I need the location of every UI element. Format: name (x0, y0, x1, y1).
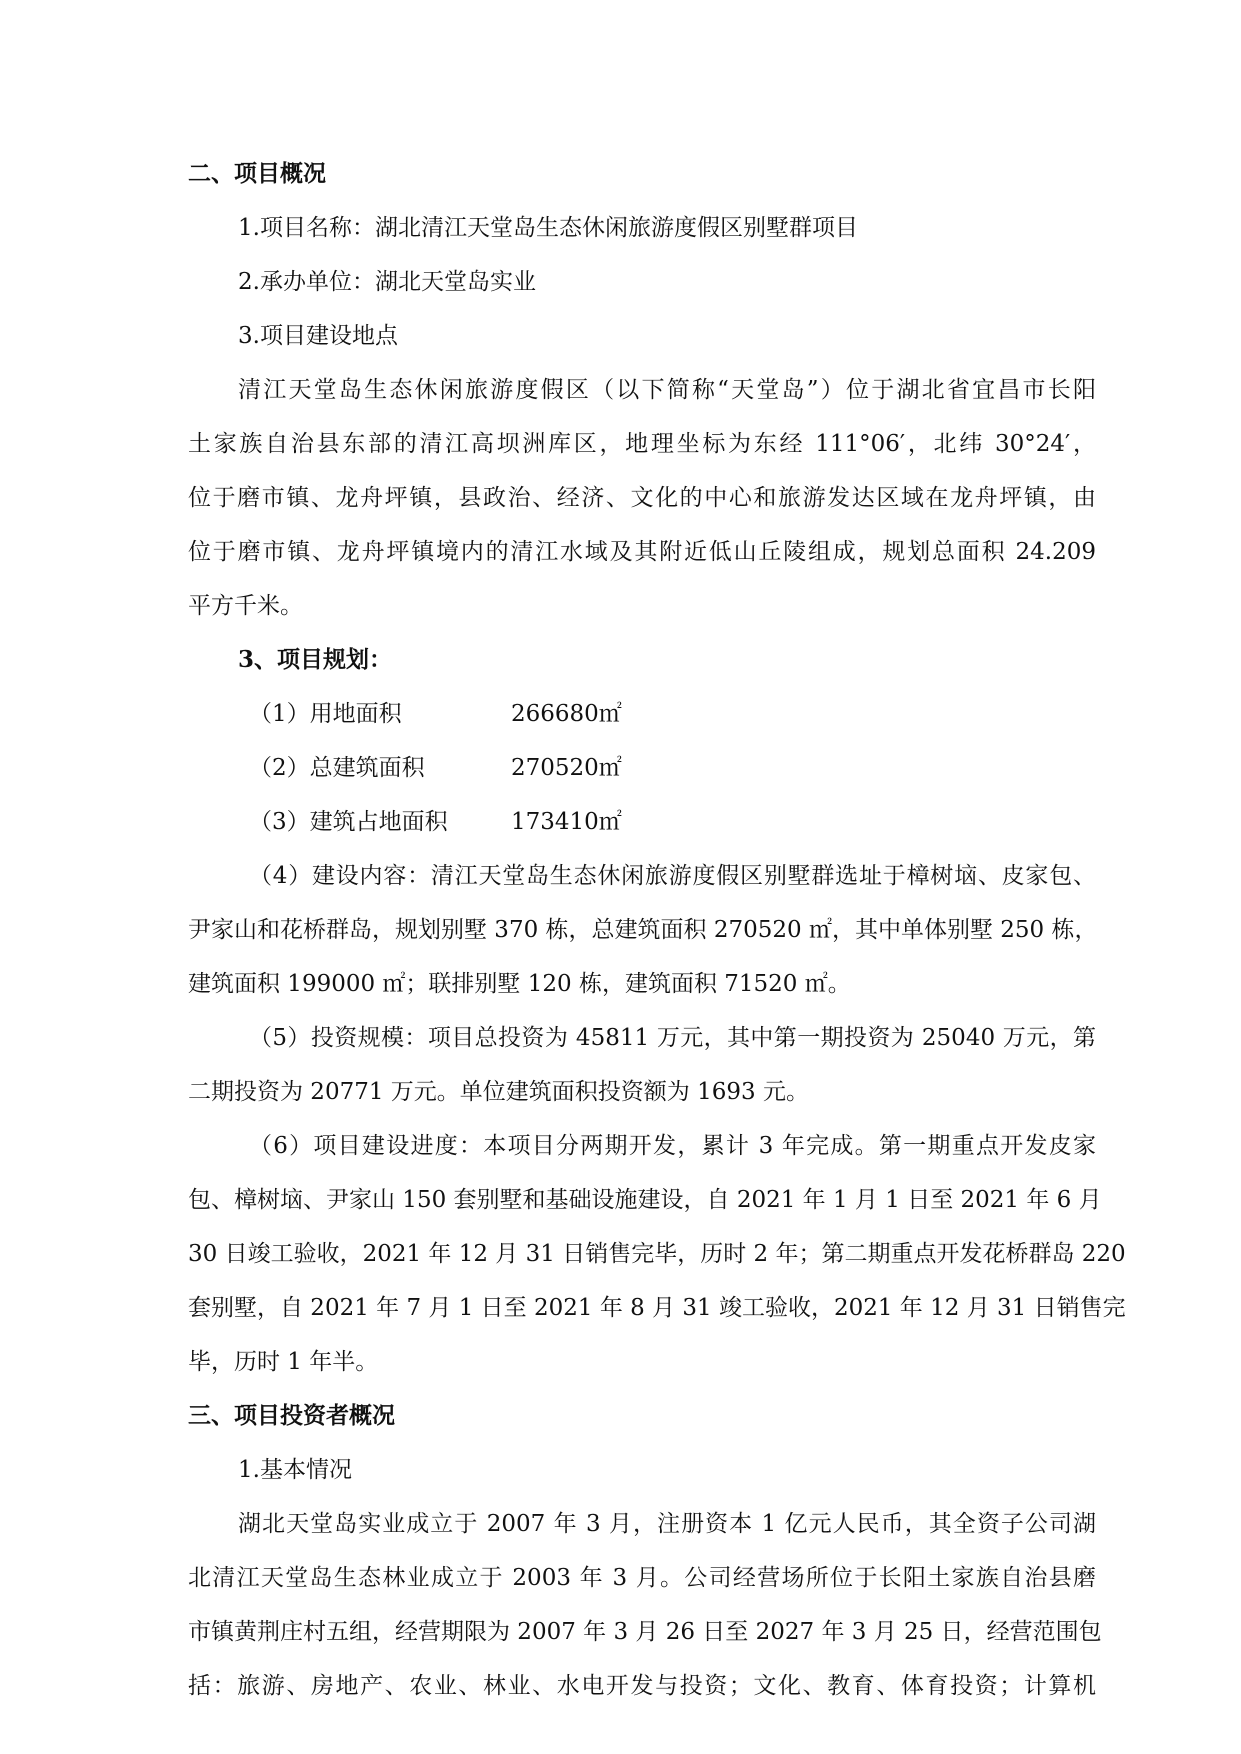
paragraph-line: 土家族自治县东部的清江高坝洲库区，地理坐标为东经 111°06′，北纬 30°24′， (188, 431, 1096, 457)
planning-row (249, 700, 622, 728)
paragraph-line: 30 日竣工验收，2021 年 12 月 31 日销售完毕，历时 2 年；第二期重点开发花桥群岛 220 (188, 1241, 1126, 1267)
paragraph-line: （4）建设内容：清江天堂岛生态休闲旅游度假区别墅群选址于樟树垴、皮家包、 (249, 863, 1096, 889)
planning-row-value: 270520㎡ (511, 755, 622, 781)
planning-row-label: （3）建筑占地面积 (249, 809, 448, 835)
location-item: 3.项目建设地点 (238, 323, 398, 349)
paragraph-line: 毕，历时 1 年半。 (188, 1349, 379, 1375)
paragraph-line: （5）投资规模：项目总投资为 45811 万元，其中第一期投资为 25040 万元，第 (249, 1025, 1096, 1051)
paragraph-line: 括：旅游、房地产、农业、林业、水电开发与投资；文化、教育、体育投资；计算机 (188, 1673, 1096, 1699)
organizer-item: 2.承办单位：湖北天堂岛实业 (238, 269, 536, 295)
paragraph-line: 北清江天堂岛生态林业成立于 2003 年 3 月。公司经营场所位于长阳土家族自治县磨 (188, 1565, 1096, 1591)
planning-row (249, 808, 622, 836)
paragraph-line: 湖北天堂岛实业成立于 2007 年 3 月，注册资本 1 亿元人民币，其全资子公司湖 (238, 1511, 1096, 1537)
paragraph-line: 二期投资为 20771 万元。单位建筑面积投资额为 1693 元。 (188, 1079, 809, 1105)
planning-row (249, 754, 622, 782)
planning-row-label: （2）总建筑面积 (249, 755, 425, 781)
project-name-item: 1.项目名称：湖北清江天堂岛生态休闲旅游度假区别墅群项目 (238, 215, 858, 241)
paragraph-line: 市镇黄荆庄村五组，经营期限为 2007 年 3 月 26 日至 2027 年 3 月 25 日，经营范围包 (188, 1619, 1102, 1645)
section-heading-overview: 二、项目概况 (188, 160, 326, 187)
basic-info-item: 1.基本情况 (238, 1457, 352, 1483)
paragraph-line: 尹家山和花桥群岛，规划别墅 370 栋，总建筑面积 270520 ㎡，其中单体别墅 250 栋， (188, 917, 1098, 943)
section-heading-planning: 3、项目规划： (238, 646, 393, 673)
paragraph-line: 套别墅，自 2021 年 7 月 1 日至 2021 年 8 月 31 竣工验收，2021 年 12 月 31 日销售完 (188, 1295, 1126, 1321)
paragraph-line: 建筑面积 199000 ㎡；联排别墅 120 栋，建筑面积 71520 ㎡。 (188, 971, 851, 997)
section-heading-investor: 三、项目投资者概况 (188, 1402, 395, 1429)
planning-row-value: 266680㎡ (511, 701, 622, 727)
planning-row-label: （1）用地面积 (249, 701, 402, 727)
paragraph-line: 平方千米。 (188, 593, 303, 619)
paragraph-line: 位于磨市镇、龙舟坪镇境内的清江水域及其附近低山丘陵组成，规划总面积 24.209 (188, 539, 1096, 565)
planning-row-value: 173410㎡ (511, 809, 622, 835)
paragraph-line: 位于磨市镇、龙舟坪镇，县政治、经济、文化的中心和旅游发达区域在龙舟坪镇，由 (188, 485, 1096, 511)
paragraph-line: 包、樟树垴、尹家山 150 套别墅和基础设施建设，自 2021 年 1 月 1 日至 2021 年 6 月 (188, 1187, 1102, 1213)
paragraph-line: 清江天堂岛生态休闲旅游度假区（以下简称“天堂岛”）位于湖北省宜昌市长阳 (238, 377, 1096, 403)
paragraph-line: （6）项目建设进度：本项目分两期开发，累计 3 年完成。第一期重点开发皮家 (249, 1133, 1096, 1159)
